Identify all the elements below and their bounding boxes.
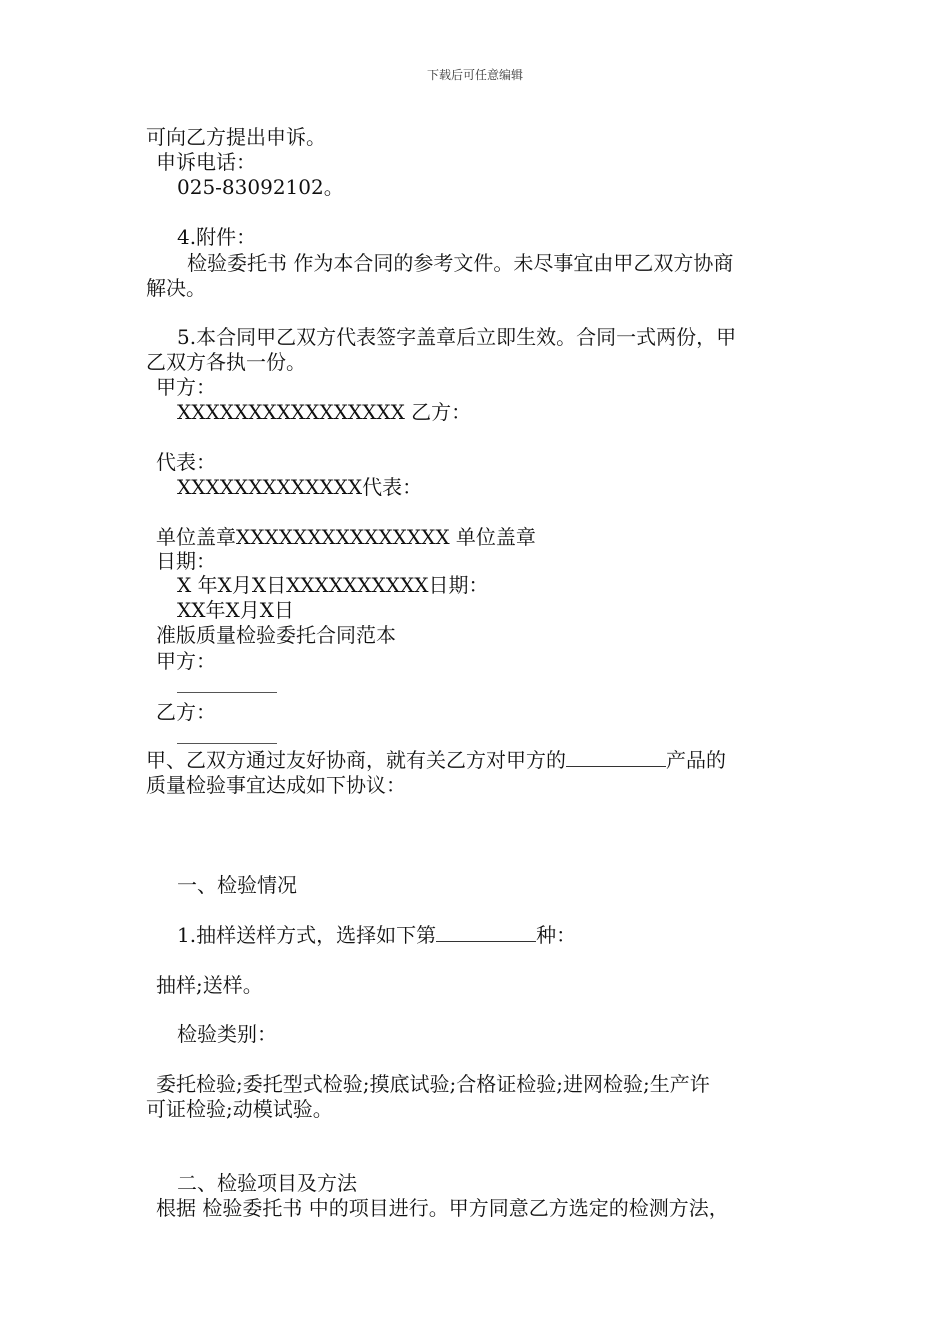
text-line: 检验委托书 作为本合同的参考文件。未尽事宜由甲乙双方协商 xyxy=(187,251,734,275)
text-line: XXXXXXXXXXXXX代表： xyxy=(177,475,423,499)
text-line: 甲方： xyxy=(156,649,216,673)
blank-underline xyxy=(177,692,277,693)
text-line: 乙方： xyxy=(156,700,216,724)
text-fragment: 1.抽样送样方式，选择如下第 xyxy=(177,923,437,947)
text-line xyxy=(177,923,576,947)
page-header: 下载后可任意编辑 xyxy=(426,68,523,82)
text-line: 准版质量检验委托合同范本 xyxy=(156,623,396,647)
text-line: 025-83092102。 xyxy=(177,175,344,199)
text-line: 5.本合同甲乙双方代表签字盖章后立即生效。合同一式两份，甲 xyxy=(177,325,737,349)
text-fragment: 产品的 xyxy=(666,748,726,772)
text-line: X 年X月X日XXXXXXXXXX日期： xyxy=(177,573,489,597)
blank-underline xyxy=(436,923,536,942)
text-line: 委托检验;委托型式检验;摸底试验;合格证检验;进网检验;生产许 xyxy=(156,1072,710,1096)
text-line: XX年X月X日 xyxy=(177,598,294,622)
text-line: 解决。 xyxy=(146,276,206,300)
text-line: 质量检验事宜达成如下协议： xyxy=(146,773,406,797)
text-line xyxy=(146,748,726,772)
text-line: 可向乙方提出申诉。 xyxy=(146,125,326,149)
text-line: 根据 检验委托书 中的项目进行。甲方同意乙方选定的检测方法， xyxy=(156,1196,729,1220)
text-line: 抽样;送样。 xyxy=(156,973,263,997)
text-line: 日期： xyxy=(156,549,216,573)
text-line: 4.附件： xyxy=(177,225,257,249)
text-fragment: 种： xyxy=(536,923,577,947)
blank-underline xyxy=(566,748,666,767)
text-line: 申诉电话： xyxy=(156,150,256,174)
text-fragment: 甲、乙双方通过友好协商，就有关乙方对甲方的 xyxy=(146,748,566,772)
text-line: XXXXXXXXXXXXXXXX 乙方： xyxy=(177,400,472,424)
text-line: 检验类别： xyxy=(177,1022,277,1046)
section-heading: 二、检验项目及方法 xyxy=(177,1171,357,1195)
text-line: 乙双方各执一份。 xyxy=(146,350,306,374)
text-line: 可证检验;动模试验。 xyxy=(146,1097,333,1121)
text-line: 单位盖章XXXXXXXXXXXXXXX 单位盖章 xyxy=(156,525,536,549)
blank-underline xyxy=(177,743,277,744)
section-heading: 一、检验情况 xyxy=(177,873,297,897)
text-line: 甲方： xyxy=(156,375,216,399)
text-line: 代表： xyxy=(156,450,216,474)
